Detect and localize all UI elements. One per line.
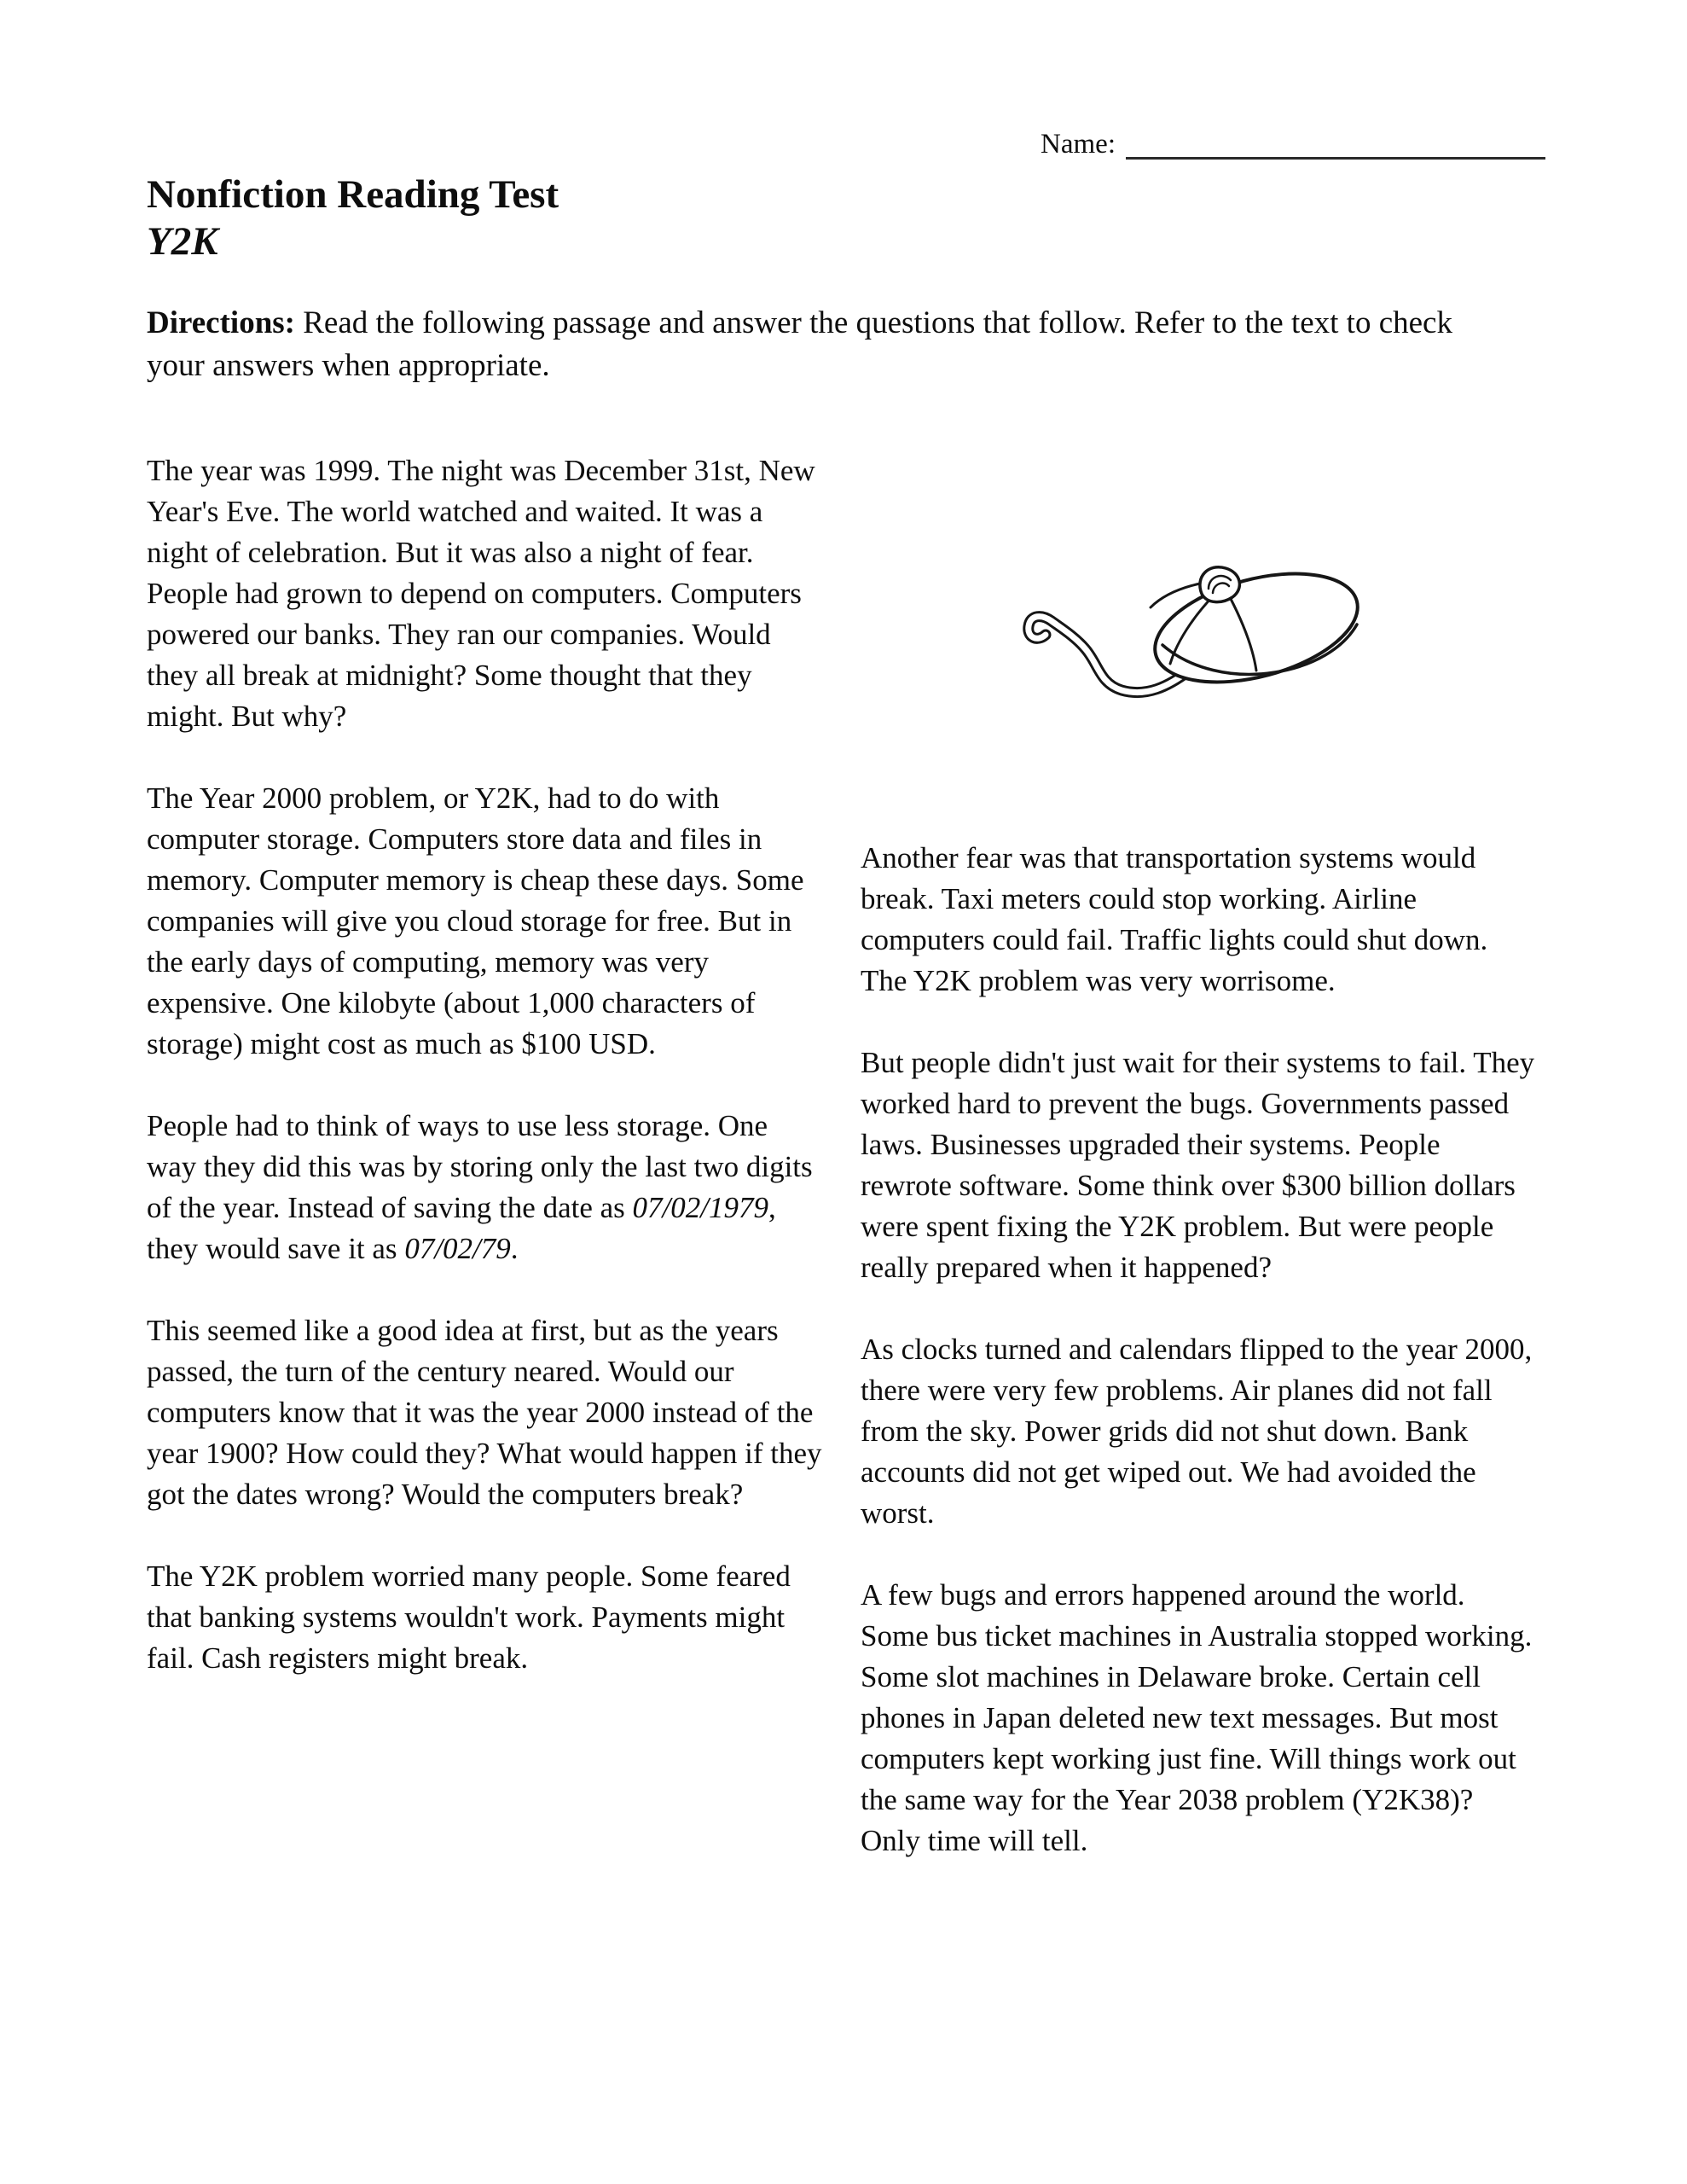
- paragraph-6: Another fear was that transportation systems would break. Taxi meters could stop working. Airline computers could fail. Traffic lights could shut down. The Y2K problem was very worrisome.: [861, 840, 1488, 997]
- paragraph-7: But people didn't just wait for their systems to fail. They worked hard to prevent the bugs. Governments passed laws. Businesses upgraded their systems. People rewrote software. Some think over $300 billion dollars were spent fixing the Y2K problem. But were people really prepared when it happened?: [861, 1045, 1535, 1284]
- paragraph-5: The Y2K problem worried many people. Some feared that banking systems wouldn't work. Payments might fail. Cash registers might break.: [147, 1559, 791, 1675]
- passage-column-left: [147, 450, 825, 1902]
- date-example-short: 07/02/79: [404, 1231, 511, 1265]
- paragraph-3: [147, 1106, 825, 1269]
- passage-columns: [147, 450, 1545, 1902]
- paragraph-1: The year was 1999. The night was December 31st, New Year's Eve. The world watched and waited. It was a night of celebration. But it was also a night of fear. People had grown to depend on computers. Computers powered our banks. They ran our companies. Would they all break at midnight? Some thought that they might. But why?: [147, 453, 815, 733]
- directions-text: Read the following passage and answer the questions that follow. Refer to the text to check your answers when appropriate.: [147, 305, 1452, 383]
- page-subtitle: Y2K: [147, 219, 218, 264]
- mouse-figure: [1019, 560, 1365, 720]
- name-row: [147, 126, 1545, 160]
- page-title: Nonfiction Reading Test: [147, 172, 559, 217]
- computer-mouse-illustration-icon: [1019, 560, 1365, 720]
- paragraph-4: This seemed like a good idea at first, but as the years passed, the turn of the century neared. Would our computers know that it was the year 2000 instead of the year 1900? How could they? What would happen if they got the dates wrong? Would the computers break?: [147, 1313, 822, 1511]
- directions-label: Directions:: [147, 305, 295, 340]
- paragraph-2: The Year 2000 problem, or Y2K, had to do with computer storage. Computers store data and files in memory. Computer memory is cheap these days. Some companies will give you cloud storage for free. But in the early days of computing, memory was very expensive. One kilobyte (about 1,000 characters of storage) might cost as much as $100 USD.: [147, 781, 804, 1060]
- paragraph-3-text-c: .: [510, 1231, 519, 1265]
- name-blank-line: [1126, 126, 1545, 160]
- name-label: Name:: [1041, 128, 1116, 160]
- passage-column-right: [861, 450, 1539, 1902]
- paragraph-3-text-a: People had to think of ways to use less storage. One way they did this was by storing only the last two digits of the year. Instead of saving the date as: [147, 1108, 813, 1224]
- paragraph-3-text-b: , they would save it as: [147, 1190, 776, 1265]
- paragraph-9: A few bugs and errors happened around the world. Some bus ticket machines in Australia stopped working. Some slot machines in Delaware broke. Certain cell phones in Japan deleted new text messages. But most computers kept working just fine. Will things work out the same way for the Year 2038 problem (Y2K38)? Only time will tell.: [861, 1577, 1533, 1857]
- directions: [147, 302, 1503, 387]
- date-example-full: 07/02/1979: [632, 1190, 768, 1224]
- paragraph-8: As clocks turned and calendars flipped to the year 2000, there were very few problems. Air planes did not fall from the sky. Power grids did not shut down. Bank accounts did not get wiped out. We had avoided the worst.: [861, 1332, 1533, 1530]
